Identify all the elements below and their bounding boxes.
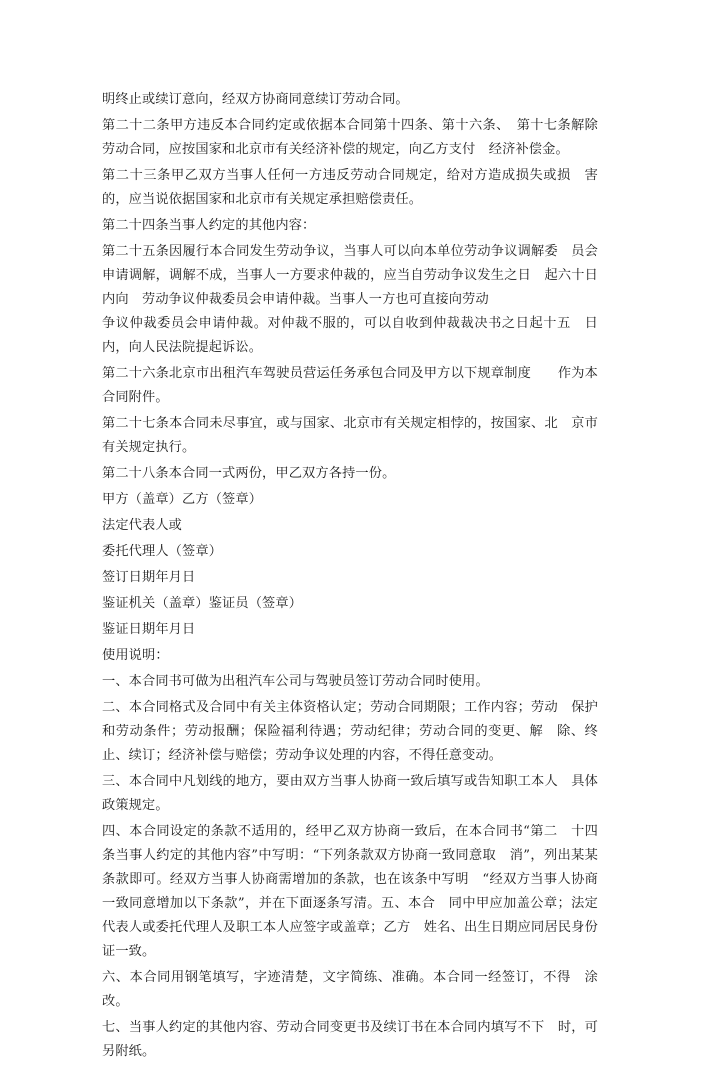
usage-note-7: 七、当事人约定的其他内容、劳动合同变更书及续订书在本合同内填写不下 时，可另附纸。: [102, 1020, 598, 1059]
article-25-part-2: 争议仲裁委员会申请仲裁。对仲裁不服的，可以自收到仲裁裁决书之日起十五 日内，向人民法院提起诉讼。: [102, 316, 598, 355]
usage-note-6: 六、本合同用钢笔填写，字迹清楚，文字简练、准确。本合同一经签订，不得 涂改。: [102, 970, 598, 1009]
usage-note-3: 三、本合同中凡划线的地方，要由双方当事人协商一致后填写或告知职工本人 具体政策规定。: [102, 774, 598, 813]
signing-date-line: 签订日期年月日: [102, 570, 196, 585]
article-23: 第二十三条甲乙双方当事人任何一方违反劳动合同规定，给对方造成损失或损 害的，应当说依据国家和北京市有关规定承担赔偿责任。: [102, 168, 598, 207]
usage-note-2: 二、本合同格式及合同中有关主体资格认定；劳动合同期限；工作内容；劳动 保护和劳动条件；劳动报酬；保险福利待遇；劳动纪律；劳动合同的变更、解 除、终止、续订；经济补偿与赔偿；劳动争议处理的内容，不得任意变动。: [102, 700, 598, 763]
verification-authority-line: 鉴证机关（盖章）鉴证员（签章）: [102, 596, 303, 611]
article-27: 第二十七条本合同未尽事宜，或与国家、北京市有关规定相悖的，按国家、北 京市有关规定执行。: [102, 416, 598, 455]
verification-date-line: 鉴证日期年月日: [102, 622, 196, 637]
authorized-agent-line: 委托代理人（签章）: [102, 544, 223, 559]
article-26: 第二十六条北京市出租汽车驾驶员营运任务承包合同及甲方以下规章制度 作为本合同附件。: [102, 366, 598, 405]
article-22: 第二十二条甲方违反本合同约定或依据本合同第十四条、第十六条、 第十七条解除劳动合同，应按国家和北京市有关经济补偿的规定，向乙方支付 经济补偿金。: [102, 118, 598, 157]
article-24: 第二十四条当事人约定的其他内容：: [102, 218, 316, 233]
usage-note-1: 一、本合同书可做为出租汽车公司与驾驶员签订劳动合同时使用。: [102, 674, 489, 689]
article-28: 第二十八条本合同一式两份，甲乙双方各持一份。: [102, 466, 396, 481]
paragraph-continuation: 明终止或续订意向，经双方协商同意续订劳动合同。: [102, 92, 409, 107]
document-page: [102, 88, 598, 1066]
signature-party-line: 甲方（盖章）乙方（签章）: [102, 492, 263, 507]
usage-note-4-5: 四、本合同设定的条款不适用的，经甲乙双方协商一致后，在本合同书“第二 十四条当事人约定的其他内容”中写明：“下列条款双方协商一致同意取 消”，列出某某条款即可。经双方当事人协商需增加的条款，也在该条中写明 “经双方当事人协商一致同意增加以下条款”，并在下面逐条写清。五、本合 同中甲应加盖公章；法定代表人或委托代理人及职工本人应签字或盖章；乙方 姓名、出生日期应同居民身份证一致。: [102, 824, 598, 959]
usage-notes-heading: 使用说明：: [102, 648, 169, 663]
article-25-part-1: 第二十五条因履行本合同发生劳动争议，当事人可以向本单位劳动争议调解委 员会申请调解，调解不成，当事人一方要求仲裁的，应当自劳动争议发生之日 起六十日内向 劳动争议仲裁委员会申请仲裁。当事人一方也可直接向劳动: [102, 244, 598, 307]
legal-representative-line: 法定代表人或: [102, 518, 183, 533]
